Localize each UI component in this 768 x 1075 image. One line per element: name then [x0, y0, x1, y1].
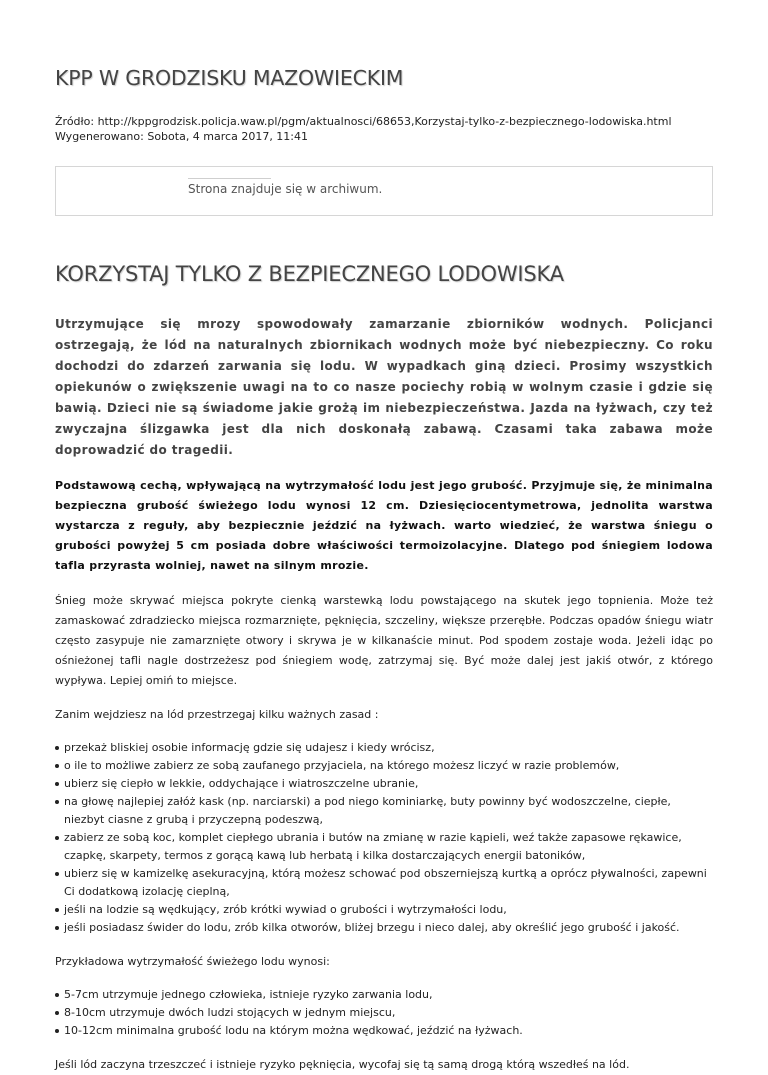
strength-intro: Przykładowa wytrzymałość świeżego lodu wynosi:	[55, 955, 330, 968]
list-item: 8-10cm utrzymuje dwóch ludzi stojących w jednym miejscu,	[55, 1004, 713, 1022]
source-url: Źródło: http://kppgrodzisk.policja.waw.pl/pgm/aktualnosci/68653,Korzystaj-tylko-z-bezpiecznego-lodowiska.html	[55, 115, 672, 128]
list-item: jeśli na lodzie są wędkujący, zrób krótki wywiad o grubości i wytrzymałości lodu,	[55, 901, 713, 919]
bullet-icon	[55, 746, 59, 750]
list-item: zabierz ze sobą koc, komplet ciepłego ubrania i butów na zmianę w razie kąpieli, weź także zapasowe rękawice, czapkę, skarpety, termos z gorącą kawą lub herbatą i kilka dostarczających energii batoników,	[55, 829, 713, 865]
list-item: o ile to możliwe zabierz ze sobą zaufanego przyjaciela, na którego możesz liczyć w razie problemów,	[55, 757, 713, 775]
list-item: na głowę najlepiej załóż kask (np. narciarski) a pod niego kominiarkę, buty powinny być wodoszczelne, ciepłe, niezbyt ciasne z grubą i przyczepną podeszwą,	[55, 793, 713, 829]
bullet-icon	[55, 782, 59, 786]
list-item: ubierz się ciepło w lekkie, oddychające i wiatroszczelne ubranie,	[55, 775, 713, 793]
bullet-icon	[55, 1029, 59, 1033]
site-title: KPP W GRODZISKU MAZOWIECKIM	[55, 66, 404, 90]
article-lead: Utrzymujące się mrozy spowodowały zamarzanie zbiorników wodnych. Policjanci ostrzegają, że lód na naturalnych zbiornikach wodnych może być niebezpieczny. Co roku dochodzi do zdarzeń zarwania się lodu. W wypadkach giną dzieci. Prosimy wszystkich opiekunów o zwiększenie uwagi na to co nasze pociechy robią w wolnym czasie i gdzie się bawią. Dzieci nie są świadome jakie grożą im niebezpieczeństwa. Jazda na łyżwach, czy też zwyczajna ślizgawka jest dla nich doskonałą zabawą. Czasami taka zabawa może doprowadzić do tragedii.	[55, 317, 713, 457]
archive-notice-box	[55, 166, 713, 216]
rules-list	[55, 739, 713, 937]
ice-thickness-paragraph: Podstawową cechą, wpływającą na wytrzymałość lodu jest jego grubość. Przyjmuje się, że minimalna bezpieczna grubość świeżego lodu wynosi 12 cm. Dziesięciocentymetrowa, jednolita warstwa wystarcza z reguły, aby bezpiecznie jeździć na łyżwach. warto wiedzieć, że warstwa śniegu o grubości powyżej 5 cm posiada dobre właściwości termoizolacyjne. Dlatego pod śniegiem lodowa tafla przyrasta wolniej, nawet na silnym mrozie.	[55, 479, 713, 572]
closing-paragraph: Jeśli lód zaczyna trzeszczeć i istnieje ryzyko pęknięcia, wycofaj się tą samą drogą którą wszedłeś na lód.	[55, 1058, 630, 1071]
snow-paragraph: Śnieg może skrywać miejsca pokryte cienką warstewką lodu powstającego na skutek jego topnienia. Może też zamaskować zdradziecko miejsca rozmarznięte, pęknięcia, szczeliny, większe przerębłe. Podczas opadów śniegu wiatr często zasypuje nie zamarznięte otwory i skrywa je w kilkanaście minut. Pod spodem zostaje woda. Jeżeli idąc po ośnieżonej tafli nagle dostrzeżesz pod śniegiem wodę, zatrzymaj się. Być może dalej jest jakiś otwór, z którego wypływa. Lepiej omiń to miejsce.	[55, 594, 713, 687]
strength-list	[55, 986, 713, 1040]
list-item: 5-7cm utrzymuje jednego człowieka, istnieje ryzyko zarwania lodu,	[55, 986, 713, 1004]
bullet-icon	[55, 926, 59, 930]
list-item: ubierz się w kamizelkę asekuracyjną, którą możesz schować pod obszerniejszą kurtką a oprócz pływalności, zapewni Ci dodatkową izolację cieplną,	[55, 865, 713, 901]
meta-info	[55, 114, 713, 144]
bullet-icon	[55, 764, 59, 768]
generated-date: Wygenerowano: Sobota, 4 marca 2017, 11:41	[55, 130, 309, 143]
list-item: przekaż bliskiej osobie informację gdzie się udajesz i kiedy wrócisz,	[55, 739, 713, 757]
bullet-icon	[55, 908, 59, 912]
archive-notice: Strona znajduje się w archiwum.	[188, 182, 383, 196]
list-item: jeśli posiadasz świder do lodu, zrób kilka otworów, bliżej brzegu i nieco dalej, aby określić jego grubość i jakość.	[55, 919, 713, 937]
archive-divider	[188, 178, 271, 179]
rules-intro: Zanim wejdziesz na lód przestrzegaj kilku ważnych zasad :	[55, 708, 379, 721]
bullet-icon	[55, 1011, 59, 1015]
article-title: KORZYSTAJ TYLKO Z BEZPIECZNEGO LODOWISKA	[55, 262, 564, 286]
bullet-icon	[55, 800, 59, 804]
list-item: 10-12cm minimalna grubość lodu na którym można wędkować, jeździć na łyżwach.	[55, 1022, 713, 1040]
bullet-icon	[55, 836, 59, 840]
bullet-icon	[55, 872, 59, 876]
